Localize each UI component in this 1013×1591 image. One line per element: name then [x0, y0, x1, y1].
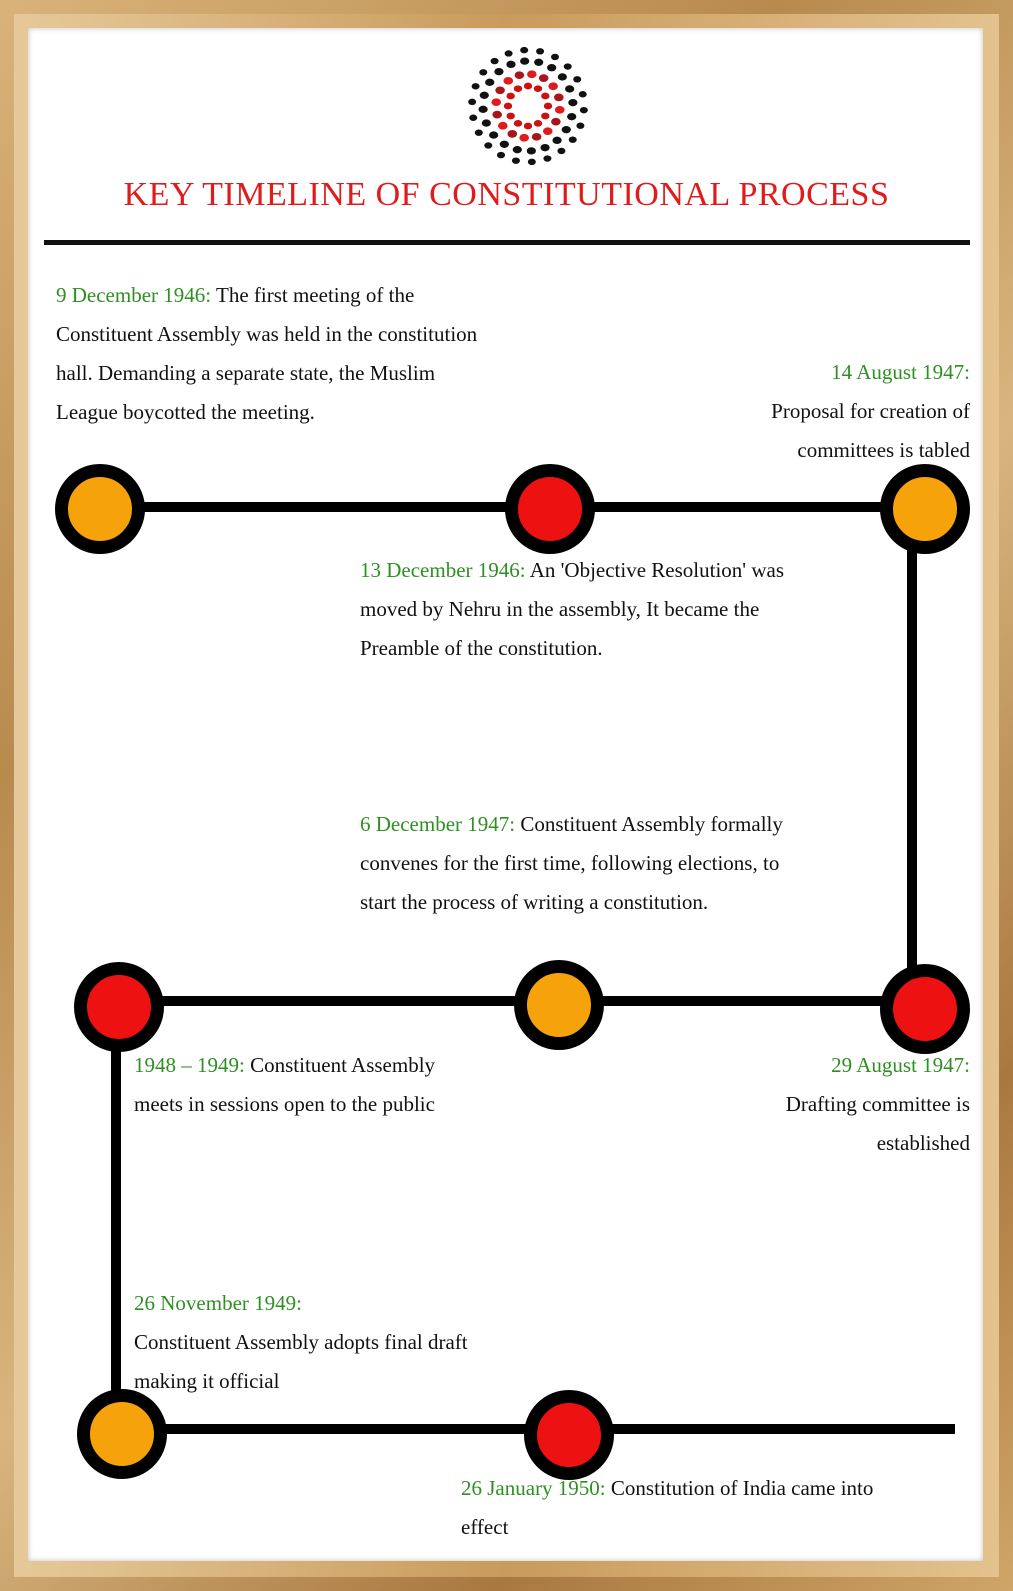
logo-dot	[548, 82, 558, 90]
logo-dot	[543, 155, 551, 161]
logo-dot	[552, 137, 561, 144]
logo-dot	[492, 111, 502, 119]
logo-dot	[484, 142, 492, 148]
logo-dot	[498, 122, 508, 130]
logo-dot	[515, 71, 525, 79]
event-14-aug-1947	[660, 353, 970, 470]
logo-dot	[485, 79, 494, 86]
logo-dot	[551, 118, 561, 126]
logo-dot	[519, 134, 529, 142]
logo-dot	[547, 64, 556, 71]
logo-dot	[579, 91, 587, 97]
event-date: 26 January 1950:	[461, 1476, 606, 1500]
event-29-aug-1947	[700, 1046, 970, 1163]
timeline-node-9-dec-1946	[55, 464, 145, 554]
logo-dot	[567, 113, 576, 120]
logo-dot	[551, 54, 559, 60]
page-title: KEY TIMELINE OF CONSTITUTIONAL PROCESS	[123, 176, 890, 213]
logo-dot	[534, 85, 542, 92]
event-text: Drafting committee is established	[785, 1092, 970, 1155]
logo-dot	[554, 94, 564, 102]
logo-dot	[480, 92, 489, 99]
event-date: 9 December 1946:	[56, 283, 212, 307]
logo-dot	[562, 126, 571, 133]
event-text: Constituent Assembly meets in sessions open to the public	[134, 1053, 436, 1116]
event-date: 1948 – 1949:	[134, 1053, 245, 1077]
logo-dot	[573, 76, 581, 82]
logo-dot	[514, 85, 522, 92]
event-text: Constituent Assembly adopts final draft making it official	[134, 1330, 468, 1393]
event-text: An 'Objective Resolution' was moved by Nehru in the assembly, It became the Preamble of the constitution.	[360, 558, 784, 660]
event-date: 6 December 1947:	[360, 812, 516, 836]
logo-dot	[497, 152, 505, 158]
logo-dot	[568, 99, 577, 106]
event-date: 26 November 1949:	[134, 1291, 302, 1315]
track-left-vertical	[111, 1001, 121, 1433]
logo-dot	[524, 123, 532, 130]
timeline-node-26-nov-1949	[77, 1389, 167, 1479]
logo-dot	[514, 120, 522, 127]
event-26-jan-1950	[461, 1469, 921, 1547]
logo-dot	[539, 74, 549, 82]
event-text: The first meeting of the Constituent Assembly was held in the constitution hall. Demanding a separate state, the Muslim League boycotted the meeting.	[56, 283, 478, 424]
logo-dot	[491, 58, 499, 64]
logo-dot	[564, 63, 572, 69]
logo-dot	[534, 59, 543, 66]
logo-dot	[520, 57, 529, 64]
logo-dot	[495, 86, 505, 94]
logo-dot	[520, 47, 528, 53]
logo-dot	[475, 129, 483, 135]
logo-dot	[503, 77, 513, 85]
event-date: 29 August 1947:	[831, 1053, 970, 1077]
dotted-circle-logo-icon	[466, 44, 590, 168]
logo-dot	[536, 48, 544, 54]
event-9-dec-1946	[56, 276, 486, 432]
logo-dot	[544, 103, 552, 110]
logo-dot	[576, 123, 584, 129]
event-text: Constituent Assembly formally convenes for the first time, following elections, to start the process of writing a constitution.	[360, 812, 783, 914]
logo-dot	[494, 68, 503, 75]
event-text: Proposal for creation of committees is tabled	[771, 399, 970, 462]
logo-dot	[557, 148, 565, 154]
timeline-node-26-jan-1950	[524, 1390, 614, 1480]
logo-dot	[532, 133, 542, 141]
event-26-nov-1949	[134, 1284, 484, 1401]
event-date: 14 August 1947:	[831, 360, 970, 384]
logo-dot	[524, 83, 532, 90]
timeline-node-13-dec-1946	[505, 464, 595, 554]
logo-dot	[506, 93, 514, 100]
logo-dot	[580, 107, 588, 113]
timeline-node-1948-1949	[74, 962, 164, 1052]
logo-dot	[555, 106, 565, 114]
track-right-vertical	[907, 507, 917, 1007]
event-date: 13 December 1946:	[360, 558, 526, 582]
logo-dot	[468, 99, 476, 105]
logo-dot	[534, 120, 542, 127]
logo-dot	[489, 131, 498, 138]
logo-dot	[469, 115, 477, 121]
logo-dot	[506, 61, 515, 68]
logo-dot	[569, 136, 577, 142]
title-divider	[44, 240, 970, 245]
logo-dot	[482, 119, 491, 126]
timeline-node-6-dec-1947	[514, 960, 604, 1050]
logo-dot	[513, 146, 522, 153]
logo-dot	[479, 106, 488, 113]
logo-dot	[541, 93, 549, 100]
logo-dot	[491, 98, 501, 106]
logo-dot	[528, 159, 536, 165]
timeline-node-14-aug-1947	[880, 464, 970, 554]
logo-dot	[500, 141, 509, 148]
logo-dot	[527, 147, 536, 154]
event-13-dec-1946	[360, 551, 800, 668]
logo-dot	[558, 73, 567, 80]
logo-dot	[505, 50, 513, 56]
logo-dot	[541, 113, 549, 120]
logo-dot	[512, 157, 520, 163]
logo-dot	[472, 83, 480, 89]
event-text: Constitution of India came into effect	[461, 1476, 874, 1539]
logo-dot	[508, 130, 518, 138]
event-6-dec-1947	[360, 805, 800, 922]
event-1948-1949	[134, 1046, 449, 1124]
logo-dot	[527, 70, 537, 78]
logo-dot	[543, 127, 553, 135]
logo-dot	[506, 113, 514, 120]
logo-dot	[540, 144, 549, 151]
logo-dot	[565, 85, 574, 92]
timeline-node-29-aug-1947	[880, 964, 970, 1054]
logo-dot	[504, 103, 512, 110]
logo-dot	[479, 69, 487, 75]
